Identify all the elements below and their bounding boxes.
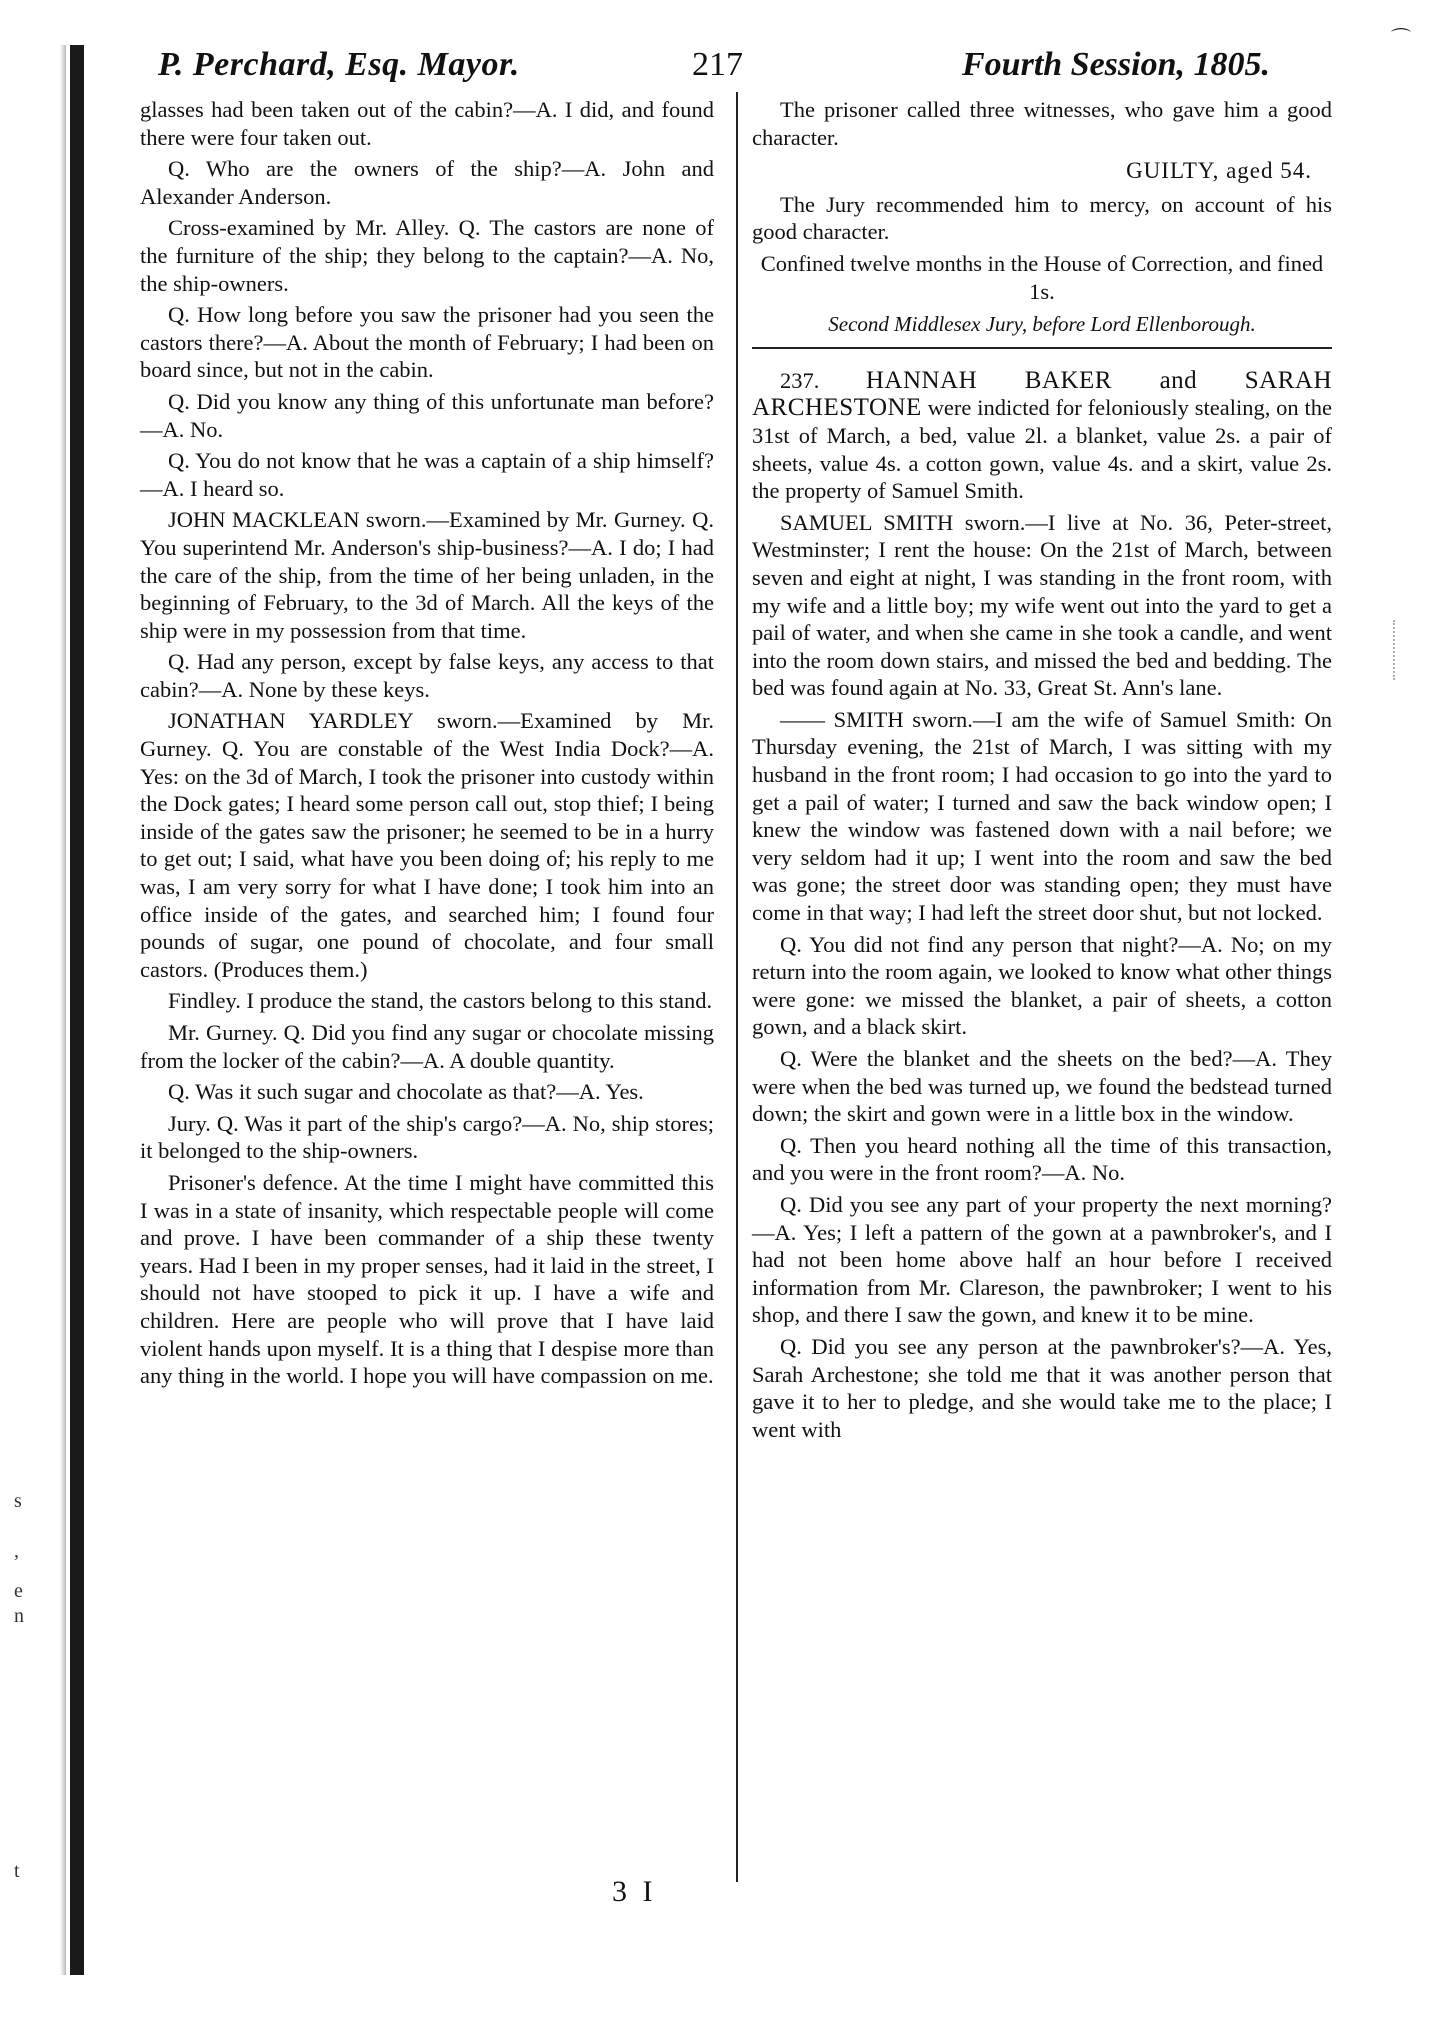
margin-letter: s xyxy=(14,1490,22,1512)
paragraph: Mr. Gurney. Q. Did you find any sugar or chocolate missing from the locker of the cabin?—A. A double quantity. xyxy=(140,1020,714,1073)
paragraph: —— SMITH sworn.—I am the wife of Samuel Smith: On Thursday evening, the 21st of March, I was sitting with my husband in the front room; I had occasion to go into the yard to get a pail of water; I turned and saw the back window open; I knew the window was fastened down with a nail before; we very seldom had it up; I went into the room and saw the bed was gone; the street door was standing open; they must have come in that way; I had left the street door shut, but not locked. xyxy=(752,706,1332,926)
left-column xyxy=(140,96,714,1394)
header-mayor: P. Perchard, Esq. Mayor. xyxy=(158,46,520,83)
binding-shadow xyxy=(60,45,66,1975)
paragraph: Jury. Q. Was it part of the ship's cargo?—A. No, ship stores; it belonged to the ship-owners. xyxy=(140,1110,714,1164)
verdict: GUILTY, aged 54. xyxy=(1126,158,1312,184)
section-rule xyxy=(752,347,1332,349)
indictment: were indicted for feloniously stealing, on the 31st of March, a bed, value 2l. a blanket, value 2s. a pair of sheets, value 4s. a cotton gown, value 4s. and a skirt, value 2s. the property of Samuel Smith. xyxy=(752,395,1332,504)
paragraph: JONATHAN YARDLEY sworn.—Examined by Mr. Gurney. Q. You are constable of the West India Dock?—A. Yes: on the 3d of March, I took the prisoner into custody within the Dock gates; I heard some person call out, stop thief; I being inside of the gates saw the prisoner; he seemed to be in a hurry to get out; I said, what have you been doing of; his reply to me was, I am very sorry for what I have done; I took him into an office inside of the gates, and searched him; I found four pounds of sugar, one pound of chocolate, and four small castors. (Produces them.) xyxy=(140,708,714,982)
margin-letter: t xyxy=(14,1860,20,1882)
paragraph: Q. You do not know that he was a captain of a ship himself?—A. I heard so. xyxy=(140,448,714,501)
signature-mark: 3 I xyxy=(612,1875,657,1908)
paper-blemish xyxy=(1393,620,1419,680)
paragraph: Q. Had any person, except by false keys, any access to that cabin?—A. None by these keys. xyxy=(140,649,714,702)
case-heading xyxy=(752,367,1332,505)
paragraph: Q. How long before you saw the prisoner had you seen the castors there?—A. About the month of February; I had been on board since, but not in the cabin. xyxy=(140,302,714,383)
margin-letter: e xyxy=(14,1580,23,1602)
paragraph: Q. Did you see any part of your property the next morning?—A. Yes; I left a pattern of the gown at a pawnbroker's, and I had not been home above half an hour before I received information from Mr. Clareson, the pawnbroker; I went to his shop, and there I saw the gown, and knew it to be mine. xyxy=(752,1191,1332,1328)
binding-edge xyxy=(70,45,84,1975)
prisoner-defence: Prisoner's defence. At the time I might have committed this I was in a state of insanity, which respectable people will come and prove. I have been commander of a ship these twenty years. Had I been in my proper senses, had it laid in the street, I should not have stooped to pick it up. I have a wife and children. Here are people who will prove that I have laid violent hands upon myself. It is a thing that I despise more than any thing in the world. I hope you will have compassion on me. xyxy=(140,1169,714,1389)
paragraph: SAMUEL SMITH sworn.—I live at No. 36, Peter-street, Westminster; I rent the house: On the 21st of March, between seven and eight at night, I was standing in the front room, with my wife and a little boy; my wife went out into the yard to get a pail of water, and when she came in she took a candle, and went into the room down stairs, and missed the bed and bedding. The bed was found again at No. 33, Great St. Ann's lane. xyxy=(752,509,1332,701)
paragraph: glasses had been taken out of the cabin?—A. I did, and found there were four taken out. xyxy=(140,97,714,150)
header-session: Fourth Session, 1805. xyxy=(962,46,1270,83)
right-column xyxy=(752,96,1332,1447)
corner-mark: ⌒ xyxy=(1391,28,1411,50)
paragraph: Q. Was it such sugar and chocolate as that?—A. Yes. xyxy=(168,1079,644,1105)
jury-line: Second Middlesex Jury, before Lord Ellenborough. xyxy=(828,312,1256,337)
sentence: Confined twelve months in the House of Correction, and fined 1s. xyxy=(760,250,1324,304)
margin-letter: n xyxy=(14,1605,24,1627)
paragraph: JOHN MACKLEAN sworn.—Examined by Mr. Gurney. Q. You superintend Mr. Anderson's ship-business?—A. I do; I had the care of the ship, from the time of her being unladen, in the beginning of February, to the 3d of March. All the keys of the ship were in my possession from that time. xyxy=(140,507,714,643)
jury-recommendation: The Jury recommended him to mercy, on account of his good character. xyxy=(752,191,1332,245)
margin-letter: , xyxy=(14,1540,19,1562)
paragraph: Q. You did not find any person that night?—A. No; on my return into the room again, we looked to know what other things were gone: we missed the blanket, a pair of sheets, a cotton gown, and a black skirt. xyxy=(752,931,1332,1040)
paragraph: Q. Who are the owners of the ship?—A. John and Alexander Anderson. xyxy=(140,156,714,209)
paragraph: Q. Then you heard nothing all the time of this transaction, and you were in the front room?—A. No. xyxy=(752,1132,1332,1186)
paragraph: Q. Were the blanket and the sheets on the bed?—A. They were when the bed was turned up, we found the bedstead turned down; the skirt and gown were in a little box in the window. xyxy=(752,1046,1332,1127)
defendants: HANNAH BAKER and SARAH ARCHESTONE xyxy=(752,366,1332,422)
paragraph: Cross-examined by Mr. Alley. Q. The castors are none of the furniture of the ship; they belong to the captain?—A. No, the ship-owners. xyxy=(140,215,714,296)
witnesses-line: The prisoner called three witnesses, who gave him a good character. xyxy=(752,97,1332,150)
page-number: 217 xyxy=(692,46,743,83)
case-number: 237. xyxy=(780,367,820,393)
running-header xyxy=(140,40,1290,92)
paragraph: Findley. I produce the stand, the castors belong to this stand. xyxy=(168,988,713,1014)
paragraph: Q. Did you see any person at the pawnbroker's?—A. Yes, Sarah Archestone; she told me that it was another person that gave it to her to pledge, and she would take me to the place; I went with xyxy=(752,1333,1332,1442)
column-rule xyxy=(736,92,738,1882)
paragraph: Q. Did you know any thing of this unfortunate man before?—A. No. xyxy=(140,388,714,442)
